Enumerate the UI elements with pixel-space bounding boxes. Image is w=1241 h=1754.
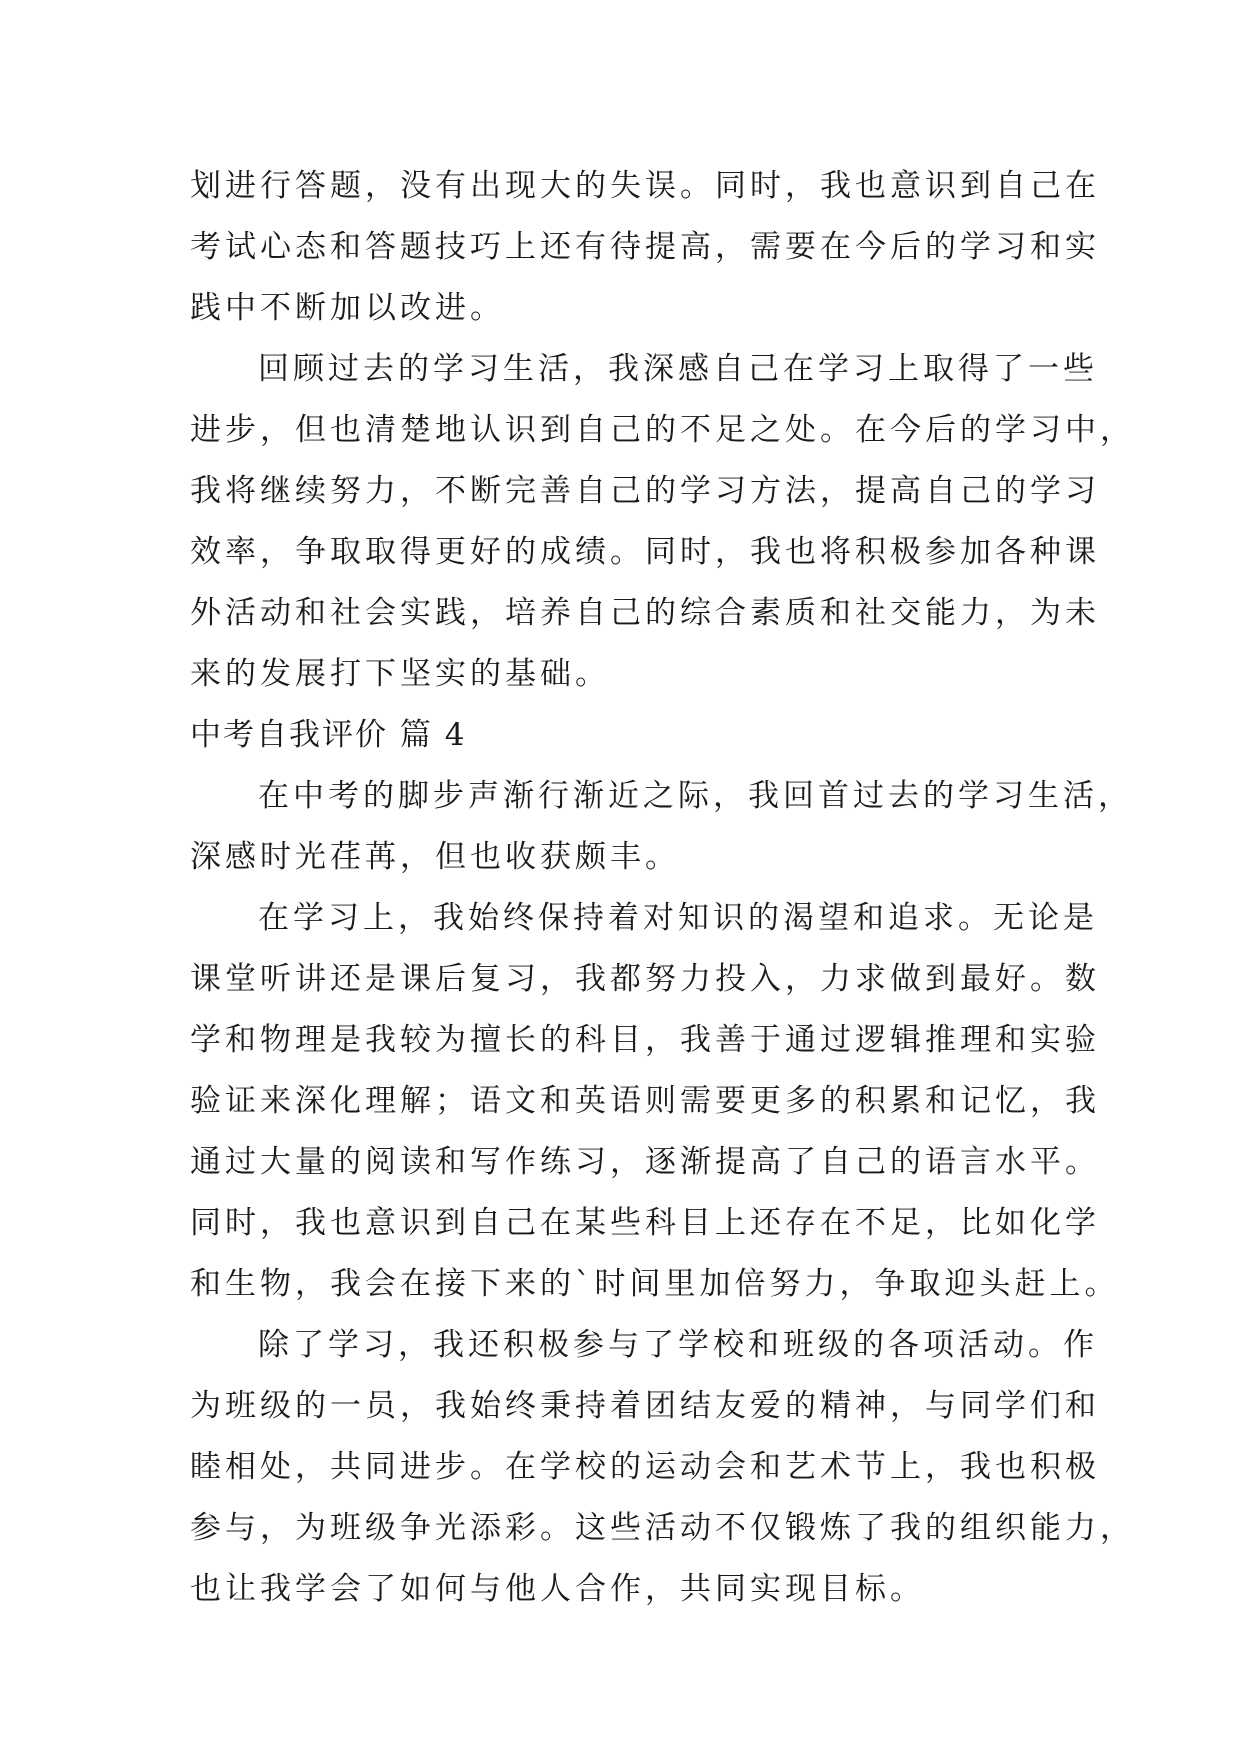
- text-line: 参与，为班级争光添彩。这些活动不仅锻炼了我的组织能力，: [190, 1510, 1135, 1546]
- text-line: 划进行答题，没有出现大的失误。同时，我也意识到自己在: [190, 168, 1100, 204]
- text-line: 睦相处，共同进步。在学校的运动会和艺术节上，我也积极: [190, 1449, 1100, 1485]
- text-line: 在学习上，我始终保持着对知识的渴望和追求。无论是: [258, 900, 1098, 936]
- text-line: 为班级的一员，我始终秉持着团结友爱的精神，与同学们和: [190, 1388, 1100, 1424]
- section-heading: 中考自我评价 篇 4: [190, 717, 467, 753]
- text-line: 来的发展打下坚实的基础。: [190, 656, 610, 692]
- text-line: 深感时光荏苒，但也收获颇丰。: [190, 839, 680, 875]
- text-line: 在中考的脚步声渐行渐近之际，我回首过去的学习生活，: [258, 778, 1133, 814]
- text-line: 我将继续努力，不断完善自己的学习方法，提高自己的学习: [190, 473, 1100, 509]
- text-line: 考试心态和答题技巧上还有待提高，需要在今后的学习和实: [190, 229, 1100, 265]
- text-line: 学和物理是我较为擅长的科目，我善于通过逻辑推理和实验: [190, 1022, 1100, 1058]
- text-line: 除了学习，我还积极参与了学校和班级的各项活动。作: [258, 1327, 1098, 1363]
- text-line: 同时，我也意识到自己在某些科目上还存在不足，比如化学: [190, 1205, 1100, 1241]
- text-line: 课堂听讲还是课后复习，我都努力投入，力求做到最好。数: [190, 961, 1100, 997]
- text-line: 和生物，我会在接下来的`时间里加倍努力，争取迎头赶上。: [190, 1266, 1120, 1302]
- text-line: 践中不断加以改进。: [190, 290, 505, 326]
- text-line: 验证来深化理解；语文和英语则需要更多的积累和记忆，我: [190, 1083, 1100, 1119]
- text-line: 效率，争取取得更好的成绩。同时，我也将积极参加各种课: [190, 534, 1100, 570]
- text-line: 也让我学会了如何与他人合作，共同实现目标。: [190, 1571, 925, 1607]
- text-line: 回顾过去的学习生活，我深感自己在学习上取得了一些: [258, 351, 1098, 387]
- text-line: 外活动和社会实践，培养自己的综合素质和社交能力，为未: [190, 595, 1100, 631]
- text-line: 通过大量的阅读和写作练习，逐渐提高了自己的语言水平。: [190, 1144, 1100, 1180]
- document-body: [190, 156, 1135, 1620]
- text-line: 进步，但也清楚地认识到自己的不足之处。在今后的学习中，: [190, 412, 1135, 448]
